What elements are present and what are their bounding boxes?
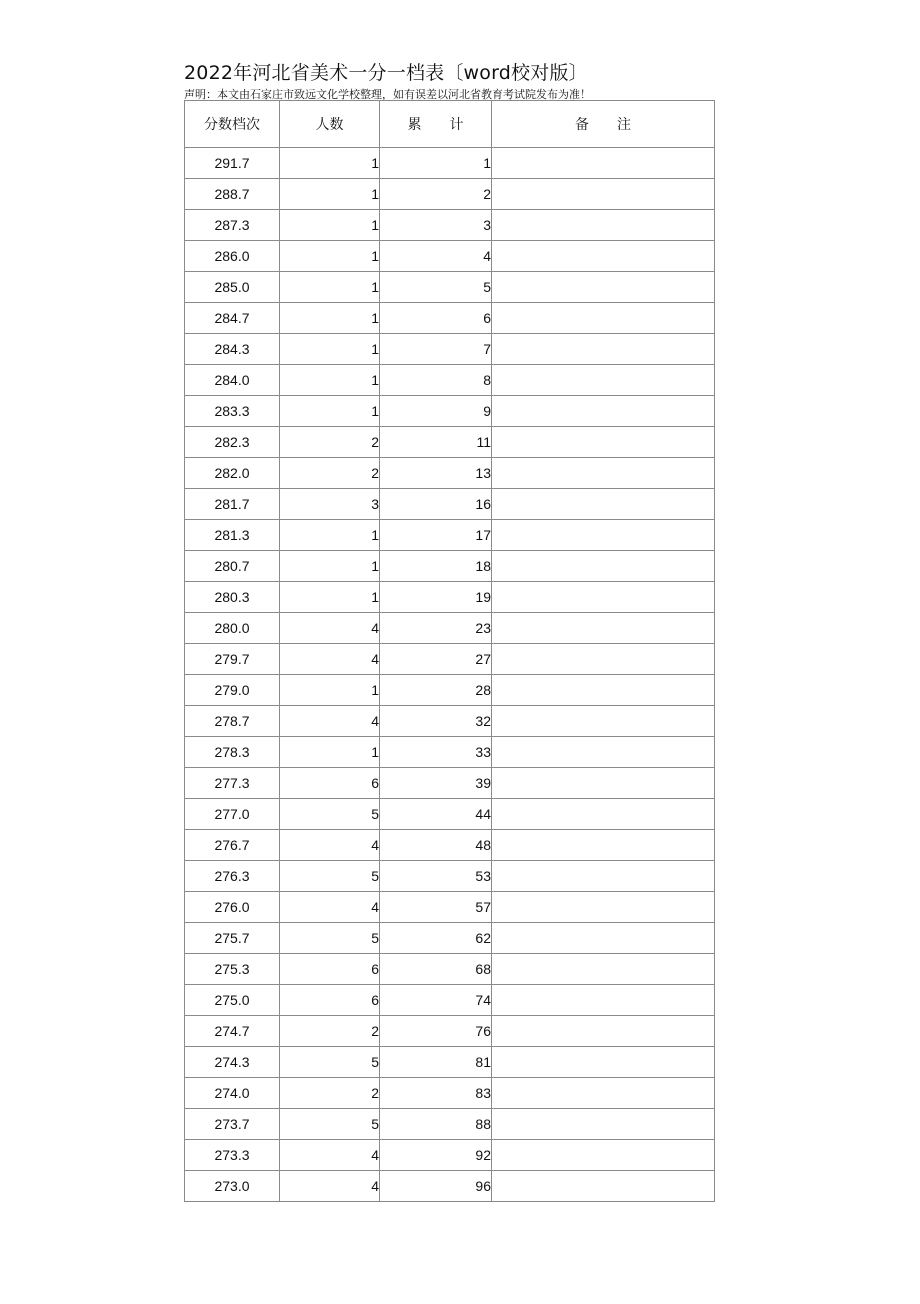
table-row	[185, 644, 715, 675]
cell-score: 282.0	[185, 458, 280, 489]
cell-remark	[492, 799, 715, 830]
table-row	[185, 954, 715, 985]
cell-cumulative: 16	[380, 489, 492, 520]
cell-count: 5	[280, 799, 380, 830]
table-row	[185, 148, 715, 179]
cell-score: 274.0	[185, 1078, 280, 1109]
cell-cumulative: 68	[380, 954, 492, 985]
table-row	[185, 458, 715, 489]
cell-cumulative: 5	[380, 272, 492, 303]
cell-remark	[492, 644, 715, 675]
cell-count: 1	[280, 334, 380, 365]
cell-count: 4	[280, 892, 380, 923]
cell-score: 273.3	[185, 1140, 280, 1171]
cell-cumulative: 17	[380, 520, 492, 551]
cell-score: 275.7	[185, 923, 280, 954]
cell-score: 284.0	[185, 365, 280, 396]
table-row	[185, 334, 715, 365]
cell-score: 274.3	[185, 1047, 280, 1078]
cell-score: 278.3	[185, 737, 280, 768]
cell-remark	[492, 396, 715, 427]
header-count: 人数	[280, 101, 380, 148]
cell-remark	[492, 737, 715, 768]
cell-count: 1	[280, 737, 380, 768]
cell-remark	[492, 272, 715, 303]
table-row	[185, 1109, 715, 1140]
table-row	[185, 799, 715, 830]
cell-count: 6	[280, 985, 380, 1016]
cell-cumulative: 11	[380, 427, 492, 458]
table-row	[185, 613, 715, 644]
cell-count: 5	[280, 923, 380, 954]
cell-cumulative: 74	[380, 985, 492, 1016]
cell-score: 288.7	[185, 179, 280, 210]
cell-score: 274.7	[185, 1016, 280, 1047]
table-row	[185, 551, 715, 582]
table-row	[185, 489, 715, 520]
cell-remark	[492, 551, 715, 582]
cell-score: 286.0	[185, 241, 280, 272]
cell-score: 275.3	[185, 954, 280, 985]
cell-cumulative: 57	[380, 892, 492, 923]
table-row	[185, 179, 715, 210]
cell-cumulative: 18	[380, 551, 492, 582]
cell-cumulative: 48	[380, 830, 492, 861]
cell-count: 1	[280, 520, 380, 551]
header-remark: 备 注	[492, 101, 715, 148]
cell-cumulative: 9	[380, 396, 492, 427]
table-row	[185, 1078, 715, 1109]
table-row	[185, 396, 715, 427]
cell-cumulative: 7	[380, 334, 492, 365]
cell-remark	[492, 923, 715, 954]
cell-cumulative: 23	[380, 613, 492, 644]
cell-remark	[492, 1140, 715, 1171]
cell-remark	[492, 520, 715, 551]
cell-cumulative: 53	[380, 861, 492, 892]
cell-cumulative: 4	[380, 241, 492, 272]
table-row	[185, 768, 715, 799]
cell-count: 1	[280, 179, 380, 210]
cell-score: 279.7	[185, 644, 280, 675]
cell-score: 276.0	[185, 892, 280, 923]
table-row	[185, 1140, 715, 1171]
table-row	[185, 241, 715, 272]
cell-remark	[492, 613, 715, 644]
table-row	[185, 582, 715, 613]
cell-count: 3	[280, 489, 380, 520]
cell-cumulative: 83	[380, 1078, 492, 1109]
table-row	[185, 1047, 715, 1078]
cell-score: 276.7	[185, 830, 280, 861]
cell-score: 291.7	[185, 148, 280, 179]
cell-remark	[492, 830, 715, 861]
disclaimer-notice: 声明：本文由石家庄市致远文化学校整理，如有误差以河北省教育考试院发布为准！	[184, 88, 591, 101]
cell-count: 1	[280, 551, 380, 582]
cell-remark	[492, 582, 715, 613]
cell-score: 284.7	[185, 303, 280, 334]
cell-count: 2	[280, 1078, 380, 1109]
cell-cumulative: 44	[380, 799, 492, 830]
cell-remark	[492, 1171, 715, 1202]
cell-cumulative: 19	[380, 582, 492, 613]
table-row	[185, 427, 715, 458]
cell-count: 1	[280, 148, 380, 179]
cell-count: 6	[280, 768, 380, 799]
cell-cumulative: 92	[380, 1140, 492, 1171]
cell-count: 5	[280, 1047, 380, 1078]
cell-score: 282.3	[185, 427, 280, 458]
table-row	[185, 303, 715, 334]
cell-cumulative: 28	[380, 675, 492, 706]
cell-count: 1	[280, 303, 380, 334]
cell-count: 1	[280, 582, 380, 613]
cell-remark	[492, 210, 715, 241]
cell-count: 1	[280, 365, 380, 396]
cell-remark	[492, 768, 715, 799]
cell-remark	[492, 427, 715, 458]
cell-count: 2	[280, 458, 380, 489]
cell-score: 279.0	[185, 675, 280, 706]
cell-count: 4	[280, 613, 380, 644]
cell-count: 5	[280, 861, 380, 892]
cell-remark	[492, 303, 715, 334]
table-header-row	[185, 101, 715, 148]
page-title: 2022年河北省美术一分一档表〔word校对版〕	[184, 62, 588, 84]
cell-score: 280.3	[185, 582, 280, 613]
score-distribution-table	[184, 100, 715, 1202]
cell-remark	[492, 706, 715, 737]
cell-cumulative: 32	[380, 706, 492, 737]
cell-remark	[492, 861, 715, 892]
cell-score: 285.0	[185, 272, 280, 303]
table-row	[185, 706, 715, 737]
cell-remark	[492, 892, 715, 923]
cell-remark	[492, 1109, 715, 1140]
cell-score: 273.7	[185, 1109, 280, 1140]
cell-score: 277.3	[185, 768, 280, 799]
cell-score: 280.7	[185, 551, 280, 582]
header-cumulative: 累 计	[380, 101, 492, 148]
cell-cumulative: 2	[380, 179, 492, 210]
cell-cumulative: 96	[380, 1171, 492, 1202]
cell-remark	[492, 675, 715, 706]
cell-score: 275.0	[185, 985, 280, 1016]
cell-count: 4	[280, 644, 380, 675]
header-score: 分数档次	[185, 101, 280, 148]
table-row	[185, 210, 715, 241]
cell-remark	[492, 1016, 715, 1047]
cell-remark	[492, 954, 715, 985]
cell-count: 1	[280, 241, 380, 272]
cell-cumulative: 81	[380, 1047, 492, 1078]
cell-count: 1	[280, 210, 380, 241]
cell-cumulative: 13	[380, 458, 492, 489]
table-row	[185, 365, 715, 396]
cell-score: 273.0	[185, 1171, 280, 1202]
table-row	[185, 892, 715, 923]
cell-remark	[492, 365, 715, 396]
cell-score: 276.3	[185, 861, 280, 892]
cell-cumulative: 76	[380, 1016, 492, 1047]
cell-cumulative: 62	[380, 923, 492, 954]
cell-score: 280.0	[185, 613, 280, 644]
cell-count: 1	[280, 396, 380, 427]
cell-cumulative: 33	[380, 737, 492, 768]
cell-cumulative: 39	[380, 768, 492, 799]
cell-remark	[492, 241, 715, 272]
table-row	[185, 675, 715, 706]
cell-count: 4	[280, 1171, 380, 1202]
cell-remark	[492, 179, 715, 210]
table-row	[185, 985, 715, 1016]
cell-count: 1	[280, 675, 380, 706]
cell-count: 6	[280, 954, 380, 985]
cell-remark	[492, 458, 715, 489]
cell-count: 4	[280, 830, 380, 861]
cell-cumulative: 27	[380, 644, 492, 675]
cell-remark	[492, 985, 715, 1016]
cell-count: 1	[280, 272, 380, 303]
cell-cumulative: 6	[380, 303, 492, 334]
cell-cumulative: 8	[380, 365, 492, 396]
table-row	[185, 923, 715, 954]
cell-remark	[492, 1047, 715, 1078]
cell-count: 4	[280, 1140, 380, 1171]
cell-score: 281.3	[185, 520, 280, 551]
table-row	[185, 272, 715, 303]
cell-count: 5	[280, 1109, 380, 1140]
cell-score: 284.3	[185, 334, 280, 365]
cell-score: 287.3	[185, 210, 280, 241]
table-row	[185, 830, 715, 861]
table-row	[185, 520, 715, 551]
cell-remark	[492, 334, 715, 365]
cell-remark	[492, 1078, 715, 1109]
table-row	[185, 1016, 715, 1047]
cell-count: 2	[280, 427, 380, 458]
cell-score: 283.3	[185, 396, 280, 427]
cell-cumulative: 3	[380, 210, 492, 241]
table-row	[185, 737, 715, 768]
cell-remark	[492, 148, 715, 179]
cell-cumulative: 1	[380, 148, 492, 179]
cell-count: 4	[280, 706, 380, 737]
cell-score: 277.0	[185, 799, 280, 830]
table-row	[185, 861, 715, 892]
cell-remark	[492, 489, 715, 520]
table-row	[185, 1171, 715, 1202]
cell-count: 2	[280, 1016, 380, 1047]
cell-score: 278.7	[185, 706, 280, 737]
cell-cumulative: 88	[380, 1109, 492, 1140]
cell-score: 281.7	[185, 489, 280, 520]
